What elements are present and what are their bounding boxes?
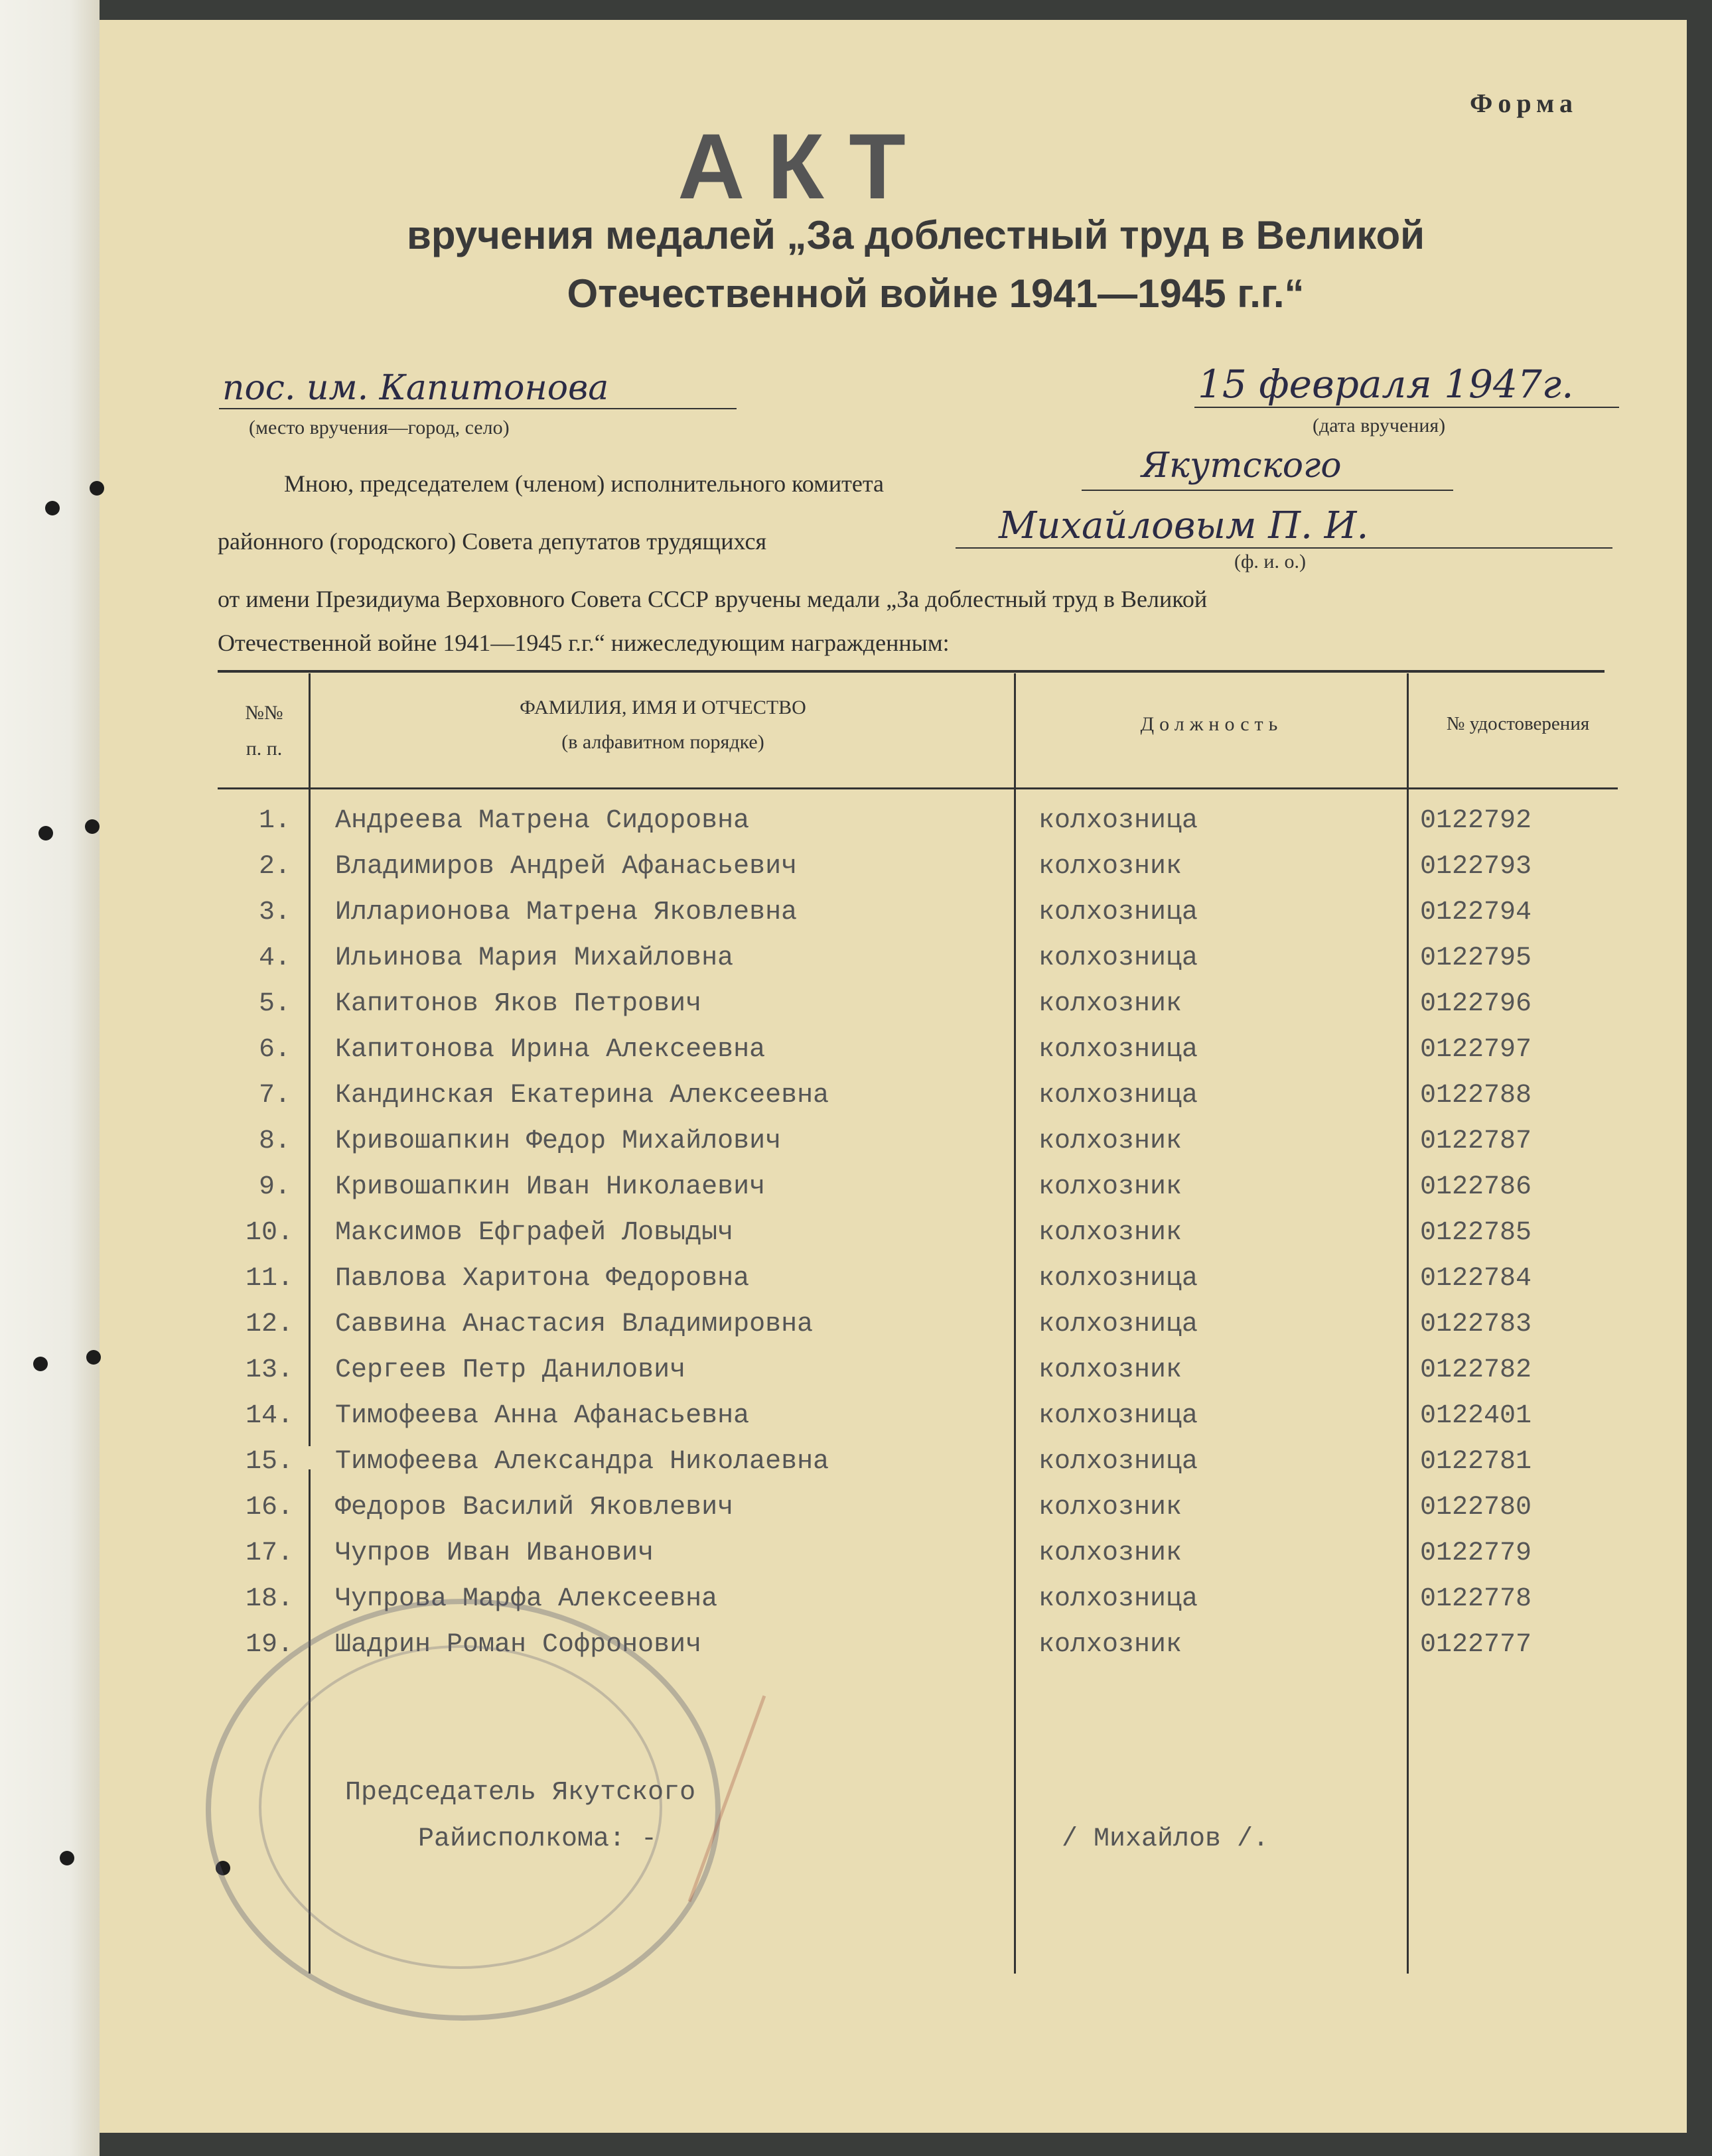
row-number: 10. bbox=[246, 1218, 294, 1248]
document-title: АКТ bbox=[678, 114, 928, 218]
row-name: Павлова Харитона Федоровна bbox=[335, 1264, 750, 1294]
header-position: Должность bbox=[1140, 713, 1283, 735]
row-position: колхозница bbox=[1038, 1401, 1198, 1431]
row-position: колхозница bbox=[1038, 806, 1198, 836]
place-handwritten: пос. им. Капитонова bbox=[222, 368, 609, 408]
row-certificate: 0122793 bbox=[1420, 852, 1532, 882]
row-number: 1. bbox=[259, 806, 291, 836]
table-top-border bbox=[218, 670, 1605, 673]
date-caption: (дата вручения) bbox=[1313, 415, 1446, 437]
row-number: 6. bbox=[259, 1035, 291, 1065]
row-certificate: 0122795 bbox=[1420, 943, 1532, 973]
row-name: Андреева Матрена Сидоровна bbox=[335, 806, 750, 836]
row-name: Федоров Василий Яковлевич bbox=[335, 1493, 734, 1522]
footer-signature-name: / Михайлов /. bbox=[1062, 1824, 1269, 1854]
row-position: колхозница bbox=[1038, 1035, 1198, 1065]
row-name: Чупрова Марфа Алексеевна bbox=[335, 1584, 718, 1614]
row-certificate: 0122779 bbox=[1420, 1538, 1532, 1568]
intro-handwritten-district: Якутского bbox=[1141, 446, 1342, 486]
row-name: Илларионова Матрена Яковлевна bbox=[335, 898, 798, 927]
fio-caption: (ф. и. о.) bbox=[1234, 551, 1306, 573]
row-number: 19. bbox=[246, 1630, 294, 1660]
punch-hole bbox=[90, 481, 104, 496]
row-number: 8. bbox=[259, 1126, 291, 1156]
row-position: колхозник bbox=[1038, 1493, 1182, 1522]
row-number: 3. bbox=[259, 898, 291, 927]
punch-hole bbox=[60, 1851, 74, 1865]
header-num-line2: п. п. bbox=[246, 738, 283, 760]
row-name: Капитонова Ирина Алексеевна bbox=[335, 1035, 766, 1065]
row-position: колхозница bbox=[1038, 1310, 1198, 1339]
paper-margin-strip bbox=[0, 0, 100, 2156]
row-name: Кривошапкин Федор Михайлович bbox=[335, 1126, 782, 1156]
table-divider bbox=[1407, 673, 1409, 1974]
date-handwritten: 15 февраля 1947г. bbox=[1198, 362, 1574, 407]
row-name: Капитонов Яков Петрович bbox=[335, 989, 702, 1019]
row-position: колхозница bbox=[1038, 1447, 1198, 1477]
intro-line3: от имени Президиума Верховного Совета СССР вручены медали „За доблестный труд в Великой bbox=[218, 586, 1208, 612]
row-number: 15. bbox=[246, 1447, 294, 1477]
row-certificate: 0122777 bbox=[1420, 1630, 1532, 1660]
row-certificate: 0122401 bbox=[1420, 1401, 1532, 1431]
row-certificate: 0122781 bbox=[1420, 1447, 1532, 1477]
row-certificate: 0122792 bbox=[1420, 806, 1532, 836]
punch-hole bbox=[38, 826, 53, 841]
footer-chairman-line1: Председатель Якутского bbox=[345, 1778, 696, 1808]
punch-hole bbox=[85, 819, 100, 834]
row-position: колхозник bbox=[1038, 1538, 1182, 1568]
row-number: 12. bbox=[246, 1310, 294, 1339]
header-num-line1: №№ bbox=[245, 702, 283, 724]
row-number: 14. bbox=[246, 1401, 294, 1431]
intro-handwritten-name: Михайловым П. И. bbox=[999, 504, 1369, 547]
header-certificate: № удостоверения bbox=[1446, 713, 1590, 734]
document-subtitle-line1: вручения медалей „За доблестный труд в Великой bbox=[406, 213, 1425, 257]
table-divider bbox=[309, 673, 311, 1446]
intro-line4: Отечественной войне 1941—1945 г.г.“ нижеследующим награжденным: bbox=[218, 630, 950, 656]
row-name: Сергеев Петр Данилович bbox=[335, 1355, 686, 1385]
row-name: Ильинова Мария Михайловна bbox=[335, 943, 734, 973]
row-number: 13. bbox=[246, 1355, 294, 1385]
row-name: Тимофеева Анна Афанасьевна bbox=[335, 1401, 750, 1431]
row-certificate: 0122780 bbox=[1420, 1493, 1532, 1522]
row-name: Владимиров Андрей Афанасьевич bbox=[335, 852, 798, 882]
row-position: колхозник bbox=[1038, 1355, 1182, 1385]
intro-line2: районного (городского) Совета депутатов трудящихся bbox=[218, 528, 767, 555]
row-certificate: 0122782 bbox=[1420, 1355, 1532, 1385]
row-name: Максимов Ефграфей Ловыдыч bbox=[335, 1218, 734, 1248]
row-certificate: 0122785 bbox=[1420, 1218, 1532, 1248]
table-divider bbox=[1014, 673, 1016, 1974]
row-certificate: 0122787 bbox=[1420, 1126, 1532, 1156]
row-certificate: 0122794 bbox=[1420, 898, 1532, 927]
row-certificate: 0122788 bbox=[1420, 1081, 1532, 1111]
row-position: колхозник bbox=[1038, 1218, 1182, 1248]
row-certificate: 0122796 bbox=[1420, 989, 1532, 1019]
punch-hole bbox=[33, 1357, 48, 1371]
row-position: колхозник bbox=[1038, 989, 1182, 1019]
row-position: колхозница bbox=[1038, 1081, 1198, 1111]
row-certificate: 0122778 bbox=[1420, 1584, 1532, 1614]
row-number: 18. bbox=[246, 1584, 294, 1614]
row-number: 2. bbox=[259, 852, 291, 882]
document-subtitle-line2: Отечественной войне 1941—1945 г.г.“ bbox=[567, 271, 1305, 316]
header-name-line2: (в алфавитном порядке) bbox=[561, 731, 764, 753]
row-certificate: 0122783 bbox=[1420, 1310, 1532, 1339]
row-position: колхозница bbox=[1038, 1584, 1198, 1614]
row-position: колхозница bbox=[1038, 1264, 1198, 1294]
row-certificate: 0122784 bbox=[1420, 1264, 1532, 1294]
row-name: Саввина Анастасия Владимировна bbox=[335, 1310, 814, 1339]
row-number: 17. bbox=[246, 1538, 294, 1568]
punch-hole bbox=[45, 501, 60, 515]
row-name: Кривошапкин Иван Николаевич bbox=[335, 1172, 766, 1202]
row-number: 4. bbox=[259, 943, 291, 973]
row-position: колхозник bbox=[1038, 1630, 1182, 1660]
row-name: Шадрин Роман Софронович bbox=[335, 1630, 702, 1660]
row-position: колхозник bbox=[1038, 1126, 1182, 1156]
row-certificate: 0122797 bbox=[1420, 1035, 1532, 1065]
place-underline bbox=[219, 408, 737, 409]
row-certificate: 0122786 bbox=[1420, 1172, 1532, 1202]
intro-line1: Мною, председателем (членом) исполнительного комитета bbox=[284, 470, 885, 497]
row-number: 11. bbox=[246, 1264, 294, 1294]
name-underline bbox=[956, 547, 1612, 549]
form-label: Форма bbox=[1470, 88, 1578, 118]
row-name: Чупров Иван Иванович bbox=[335, 1538, 654, 1568]
row-name: Кандинская Екатерина Алексеевна bbox=[335, 1081, 829, 1111]
district-underline bbox=[1082, 490, 1453, 491]
row-position: колхозница bbox=[1038, 898, 1198, 927]
row-number: 7. bbox=[259, 1081, 291, 1111]
row-number: 9. bbox=[259, 1172, 291, 1202]
date-underline bbox=[1194, 407, 1619, 408]
row-number: 5. bbox=[259, 989, 291, 1019]
row-position: колхозница bbox=[1038, 943, 1198, 973]
row-number: 16. bbox=[246, 1493, 294, 1522]
footer-chairman-line2: Райисполкома: - bbox=[418, 1824, 658, 1854]
row-name: Тимофеева Александра Николаевна bbox=[335, 1447, 829, 1477]
header-name-line1: ФАМИЛИЯ, ИМЯ И ОТЧЕСТВО bbox=[520, 697, 806, 718]
punch-hole bbox=[86, 1350, 101, 1365]
place-caption: (место вручения—город, село) bbox=[249, 417, 510, 438]
row-position: колхозник bbox=[1038, 1172, 1182, 1202]
row-position: колхозник bbox=[1038, 852, 1182, 882]
